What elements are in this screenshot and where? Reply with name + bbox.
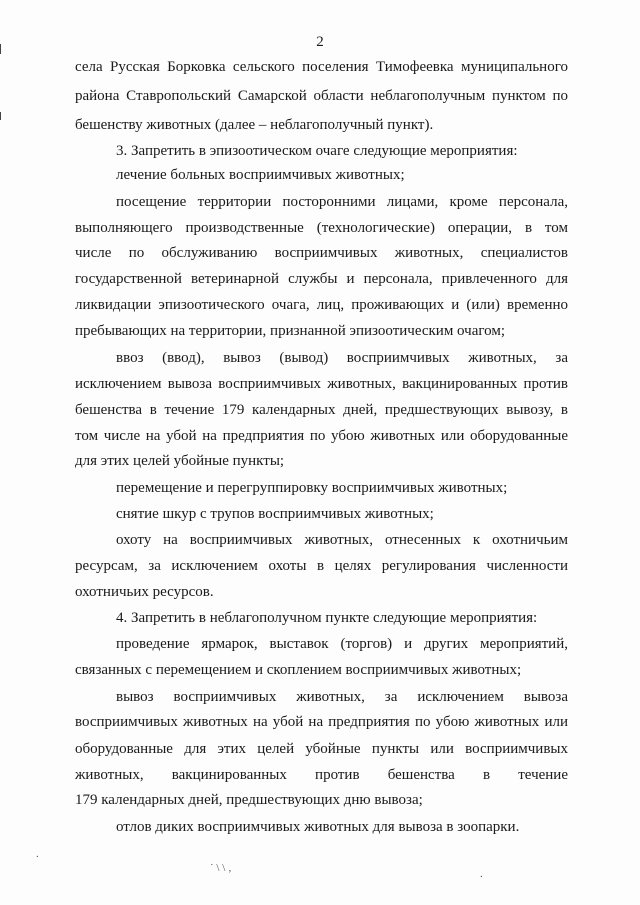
text-line: 3. Запретить в эпизоотическом очаге следующие мероприятия: xyxy=(116,143,518,159)
text-line: животных, вакцинированных против бешенства в течение xyxy=(75,767,568,783)
scan-speck: . xyxy=(480,868,483,880)
text-line: снятие шкур с трупов восприимчивых животных; xyxy=(116,506,434,522)
text-line: выполняющего производственные (технологические) операции, в том xyxy=(75,220,568,236)
text-line: 4. Запретить в неблагополучном пункте следующие мероприятия: xyxy=(116,610,538,626)
text-line: вывоз восприимчивых животных, за исключением вывоза xyxy=(116,689,568,705)
text-line: исключением вывоза восприимчивых животных, вакцинированных против xyxy=(75,376,568,392)
text-line: 179 календарных дней, предшествующих дню вывоза; xyxy=(75,792,423,808)
scan-speck: . xyxy=(36,848,39,860)
text-line: связанных с перемещением и скоплением восприимчивых животных; xyxy=(75,662,522,678)
text-line: отлов диких восприимчивых животных для вывоза в зоопарки. xyxy=(116,819,520,835)
text-line: перемещение и перегруппировку восприимчивых животных; xyxy=(116,480,508,496)
text-line: том числе на убой на предприятия по убою животных или оборудованные xyxy=(75,428,568,444)
text-line: посещение территории посторонними лицами, кроме персонала, xyxy=(116,194,568,210)
text-line: лечение больных восприимчивых животных; xyxy=(116,167,405,183)
text-line: государственной ветеринарной службы и персонала, привлеченного для xyxy=(75,271,568,287)
text-line: бешенству животных (далее – неблагополучный пункт). xyxy=(75,117,434,133)
text-line: восприимчивых животных на убой на предприятия по убою животных или xyxy=(75,714,568,730)
scan-speck: ˙ \ \ ‚ xyxy=(210,862,232,874)
text-line: села Русская Борковка сельского поселения Тимофеевка муниципального xyxy=(75,59,568,75)
text-line: охоту на восприимчивых животных, отнесенных к охотничьим xyxy=(116,532,568,548)
text-line: бешенства в течение 179 календарных дней, предшествующих вывозу, в xyxy=(75,402,568,418)
text-line: для этих целей убойные пункты; xyxy=(75,453,285,469)
text-line: пребывающих на территории, признанной эпизоотическим очагом; xyxy=(75,323,506,339)
text-line: оборудованные для этих целей убойные пункты или восприимчивых xyxy=(75,741,568,757)
text-line: числе по обслуживанию восприимчивых животных, специалистов xyxy=(75,245,568,261)
text-line: охотничьих ресурсов. xyxy=(75,584,214,600)
text-line: проведение ярмарок, выставок (торгов) и других мероприятий, xyxy=(116,636,568,652)
page-number: 2 xyxy=(316,34,324,50)
text-line: района Ставропольский Самарской области неблагополучным пунктом по xyxy=(75,88,568,104)
text-line: ликвидации эпизоотического очага, лиц, проживающих и (или) временно xyxy=(75,297,568,313)
scan-edge-mark xyxy=(0,112,1,120)
text-line: ввоз (ввод), вывоз (вывод) восприимчивых животных, за xyxy=(116,350,568,366)
text-line: ресурсам, за исключением охоты в целях регулирования численности xyxy=(75,558,568,574)
